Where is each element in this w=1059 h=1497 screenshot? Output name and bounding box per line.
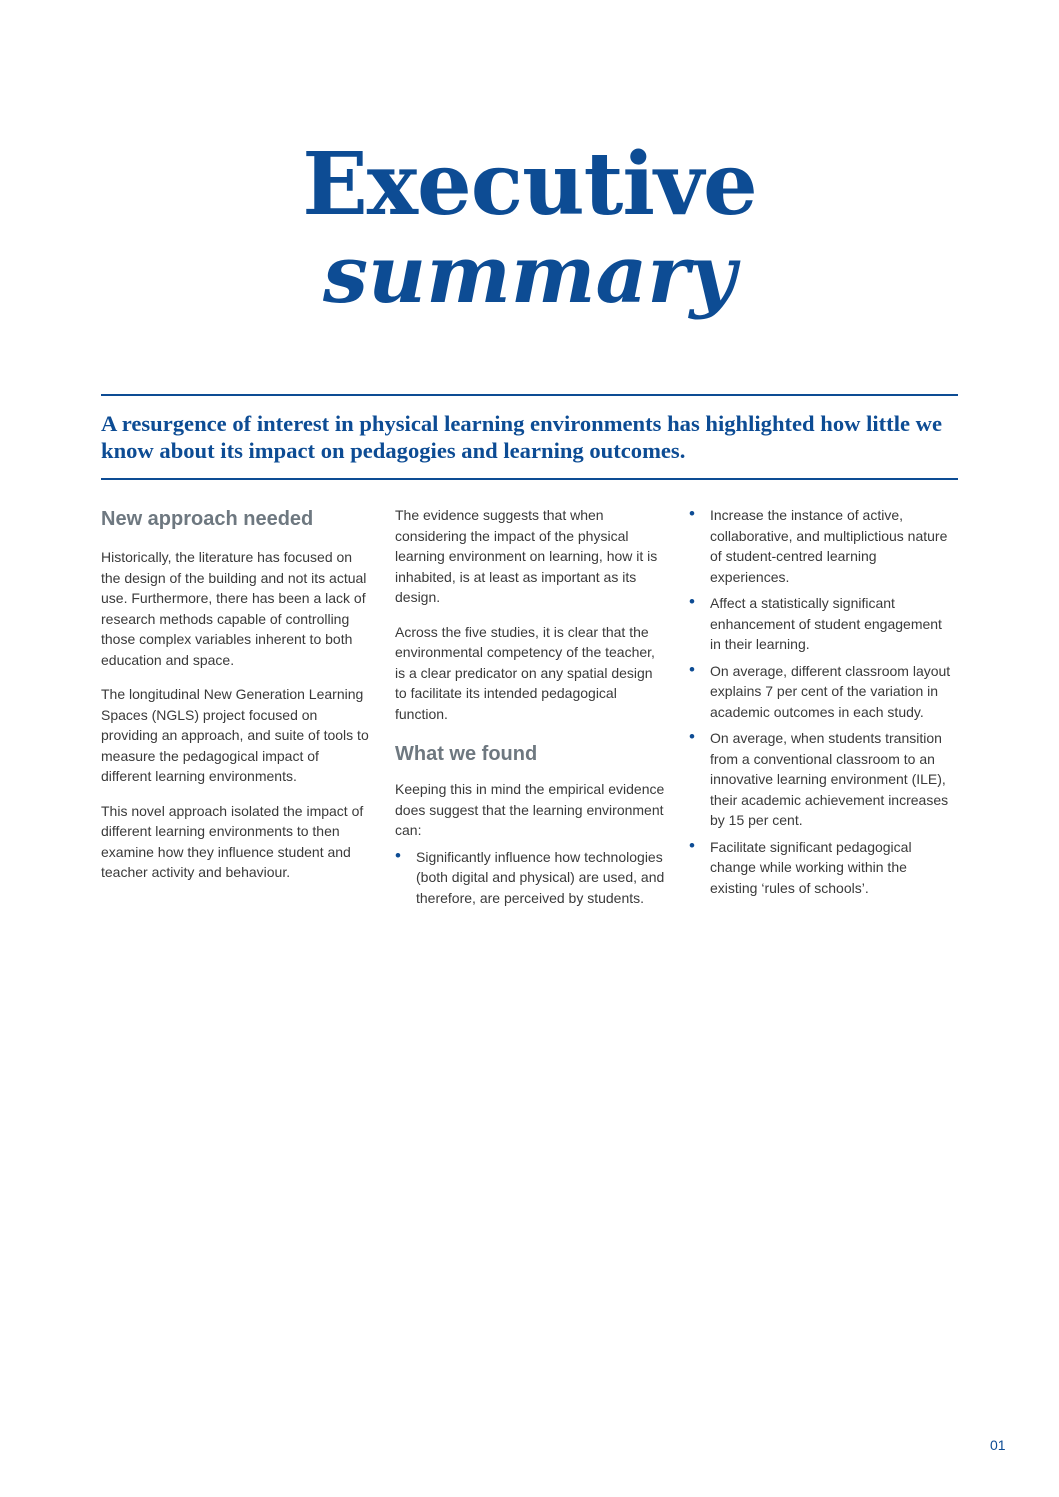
- bullet-icon: •: [689, 835, 695, 855]
- column-2: [395, 505, 665, 914]
- bullet-icon: •: [395, 845, 401, 865]
- bullet-icon: •: [689, 727, 695, 746]
- paragraph: Historically, the literature has focused on the design of the building and not its actual use. Furthermore, there has been a lack of research methods capable of controlling those complex variables inherent to both education and space.: [101, 549, 367, 668]
- bullet-icon: •: [689, 504, 695, 523]
- column-3: [689, 505, 951, 904]
- column-1: [101, 505, 371, 897]
- page-title: Executive: [302, 134, 757, 235]
- findings-list: [395, 847, 665, 909]
- list-item-text: Significantly influence how technologies (both digital and physical) are used, and therefore, are perceived by students.: [416, 848, 665, 906]
- paragraph: The evidence suggests that when considering the impact of the physical learning environment on learning, how it is inhabited, is at least as important as its design.: [395, 507, 658, 605]
- list-item-text: On average, when students transition from a conventional classroom to an innovative learning environment (ILE), their academic achievement increases by 15 per cent.: [710, 730, 949, 828]
- list-item: [689, 661, 951, 723]
- page-number: 01: [990, 1437, 1006, 1453]
- section-heading-new-approach: New approach needed: [101, 508, 314, 530]
- paragraph: The longitudinal New Generation Learning Spaces (NGLS) project focused on providing an approach, and suite of tools to measure the pedagogical impact of different learning environments.: [101, 686, 369, 784]
- divider-bottom: [101, 478, 958, 480]
- paragraph: This novel approach isolated the impact of different learning environments to then examine how they influence student and teacher activity and behaviour.: [101, 802, 364, 880]
- paragraph-intro: Keeping this in mind the empirical evidence does suggest that the learning environment can:: [395, 781, 665, 838]
- list-item: [689, 728, 951, 831]
- list-item: [689, 837, 951, 899]
- page-subtitle: summary: [323, 227, 736, 321]
- list-item: [689, 505, 951, 587]
- section-heading-what-we-found: What we found: [395, 743, 538, 765]
- list-item: [689, 593, 951, 655]
- list-item-text: Increase the instance of active, collaborative, and multiplictious nature of student-centred learning experiences.: [710, 507, 948, 585]
- findings-list-continued: [689, 505, 951, 898]
- list-item-text: Facilitate significant pedagogical change while working within the existing ‘rules of schools’.: [710, 838, 912, 896]
- lead-statement: A resurgence of interest in physical learning environments has highlighted how little we know about its impact on pedagogies and learning outcomes.: [101, 411, 942, 463]
- paragraph: Across the five studies, it is clear that the environmental competency of the teacher, is a clear predicator on any spatial design to facilitate its intended pedagogical function.: [395, 623, 655, 722]
- list-item: [395, 847, 665, 909]
- bullet-icon: •: [689, 592, 695, 611]
- bullet-icon: •: [689, 659, 695, 679]
- list-item-text: On average, different classroom layout explains 7 per cent of the variation in academic outcomes in each study.: [710, 662, 951, 720]
- list-item-text: Affect a statistically significant enhancement of student engagement in their learning.: [710, 595, 942, 652]
- divider-top: [101, 394, 958, 396]
